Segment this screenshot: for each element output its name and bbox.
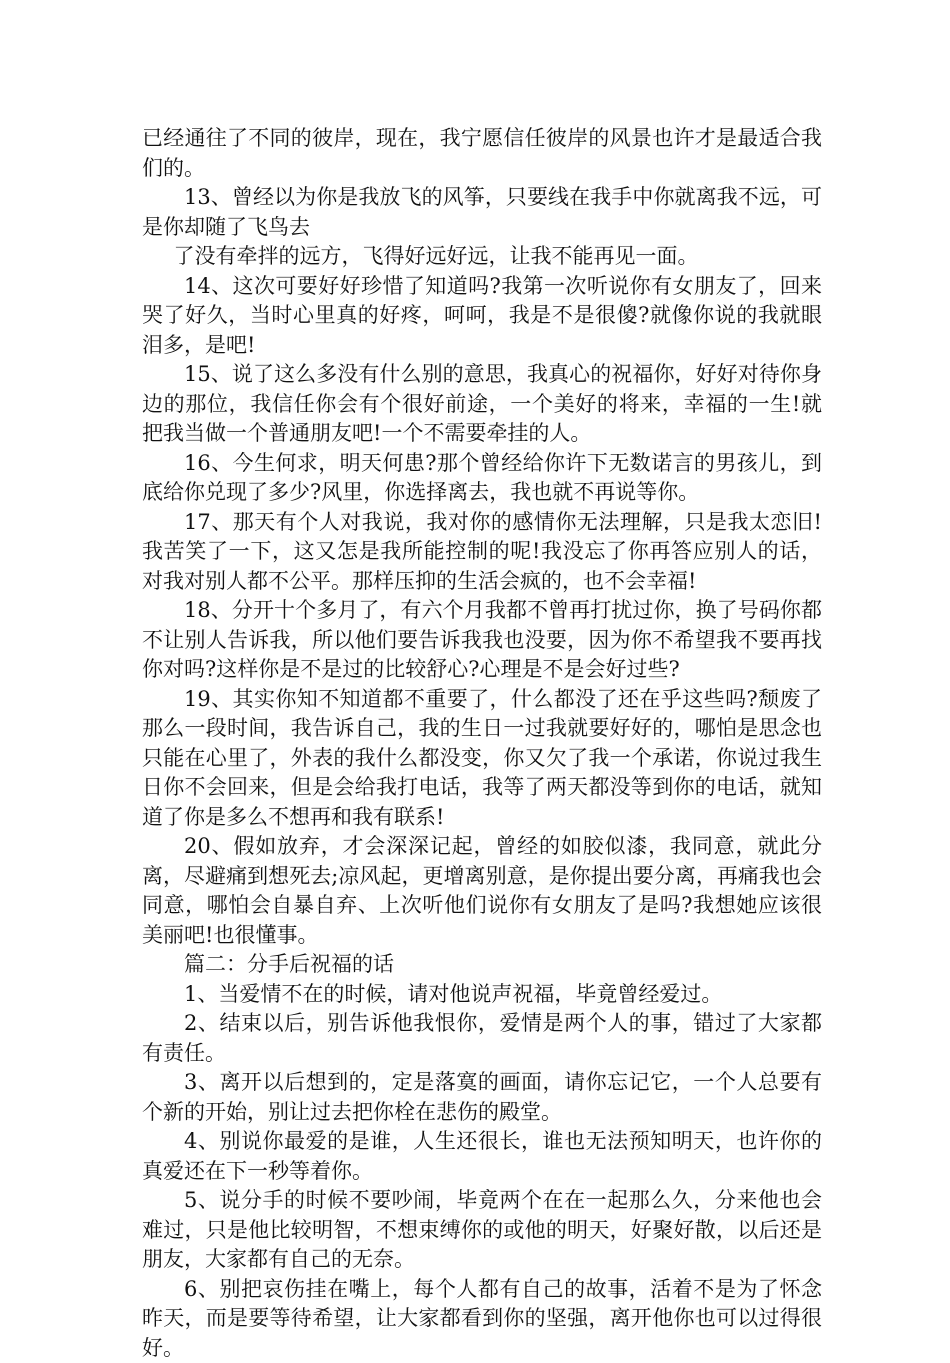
paragraph-17: 17、那天有个人对我说，我对你的感情你无法理解，只是我太恋旧!我苦笑了一下，这又怎是我所能控制的呢!我没忘了你再答应别人的话，对我对别人都不公平。那样压抑的生活会疯的，也不会幸福! [142,508,822,597]
paragraph-19: 19、其实你知不知道都不重要了，什么都没了还在乎这些吗?颓废了那么一段时间，我告诉自己，我的生日一过我就要好好的，哪怕是思念也只能在心里了，外表的我什么都没变，你又欠了我一个承诺，你说过我生日你不会回来，但是会给我打电话，我等了两天都没等到你的电话，就知道了你是多么不想再和我有联系! [142,685,822,833]
section-heading: 篇二：分手后祝福的话 [142,950,822,980]
paragraph-2-2: 2、结束以后，别告诉他我恨你，爱情是两个人的事，错过了大家都有责任。 [142,1009,822,1068]
document-body [142,124,822,1363]
paragraph-14: 14、这次可要好好珍惜了知道吗?我第一次听说你有女朋友了，回来哭了好久，当时心里真的好疼，呵呵，我是不是很傻?就像你说的我就眼泪多，是吧! [142,272,822,361]
paragraph-13: 13、曾经以为你是我放飞的风筝，只要线在我手中你就离我不远，可是你却随了飞鸟去 [142,183,822,242]
paragraph-2-4: 4、别说你最爱的是谁，人生还很长，谁也无法预知明天，也许你的真爱还在下一秒等着你。 [142,1127,822,1186]
paragraph-2-3: 3、离开以后想到的，定是落寞的画面，请你忘记它，一个人总要有个新的开始，别让过去把你栓在悲伤的殿堂。 [142,1068,822,1127]
paragraph-13-continued: 了没有牵拌的远方，飞得好远好远，让我不能再见一面。 [142,242,822,272]
paragraph-15: 15、说了这么多没有什么别的意思，我真心的祝福你，好好对待你身边的那位，我信任你会有个很好前途，一个美好的将来，幸福的一生!就把我当做一个普通朋友吧!一个不需要牵挂的人。 [142,360,822,449]
paragraph-2-6: 6、别把哀伤挂在嘴上，每个人都有自己的故事，活着不是为了怀念昨天，而是要等待希望，让大家都看到你的坚强，离开他你也可以过得很好。 [142,1275,822,1363]
paragraph-20: 20、假如放弃，才会深深记起，曾经的如胶似漆，我同意，就此分离，尽避痛到想死去;凉风起，更增离别意，是你提出要分离，再痛我也会同意，哪怕会自暴自弃、上次听他们说你有女朋友了是吗?我想她应该很美丽吧!也很懂事。 [142,832,822,950]
paragraph-continuation: 已经通往了不同的彼岸，现在，我宁愿信任彼岸的风景也许才是最适合我们的。 [142,124,822,183]
paragraph-2-1: 1、当爱情不在的时候，请对他说声祝福，毕竟曾经爱过。 [142,980,822,1010]
paragraph-18: 18、分开十个多月了，有六个月我都不曾再打扰过你，换了号码你都不让别人告诉我，所以他们要告诉我我也没要，因为你不希望我不要再找你对吗?这样你是不是过的比较舒心?心理是不是会好过些? [142,596,822,685]
paragraph-2-5: 5、说分手的时候不要吵闹，毕竟两个在在一起那么久，分来他也会难过，只是他比较明智，不想束缚你的或他的明天，好聚好散，以后还是朋友，大家都有自己的无奈。 [142,1186,822,1275]
paragraph-16: 16、今生何求，明天何患?那个曾经给你许下无数诺言的男孩儿，到底给你兑现了多少?风里，你选择离去，我也就不再说等你。 [142,449,822,508]
